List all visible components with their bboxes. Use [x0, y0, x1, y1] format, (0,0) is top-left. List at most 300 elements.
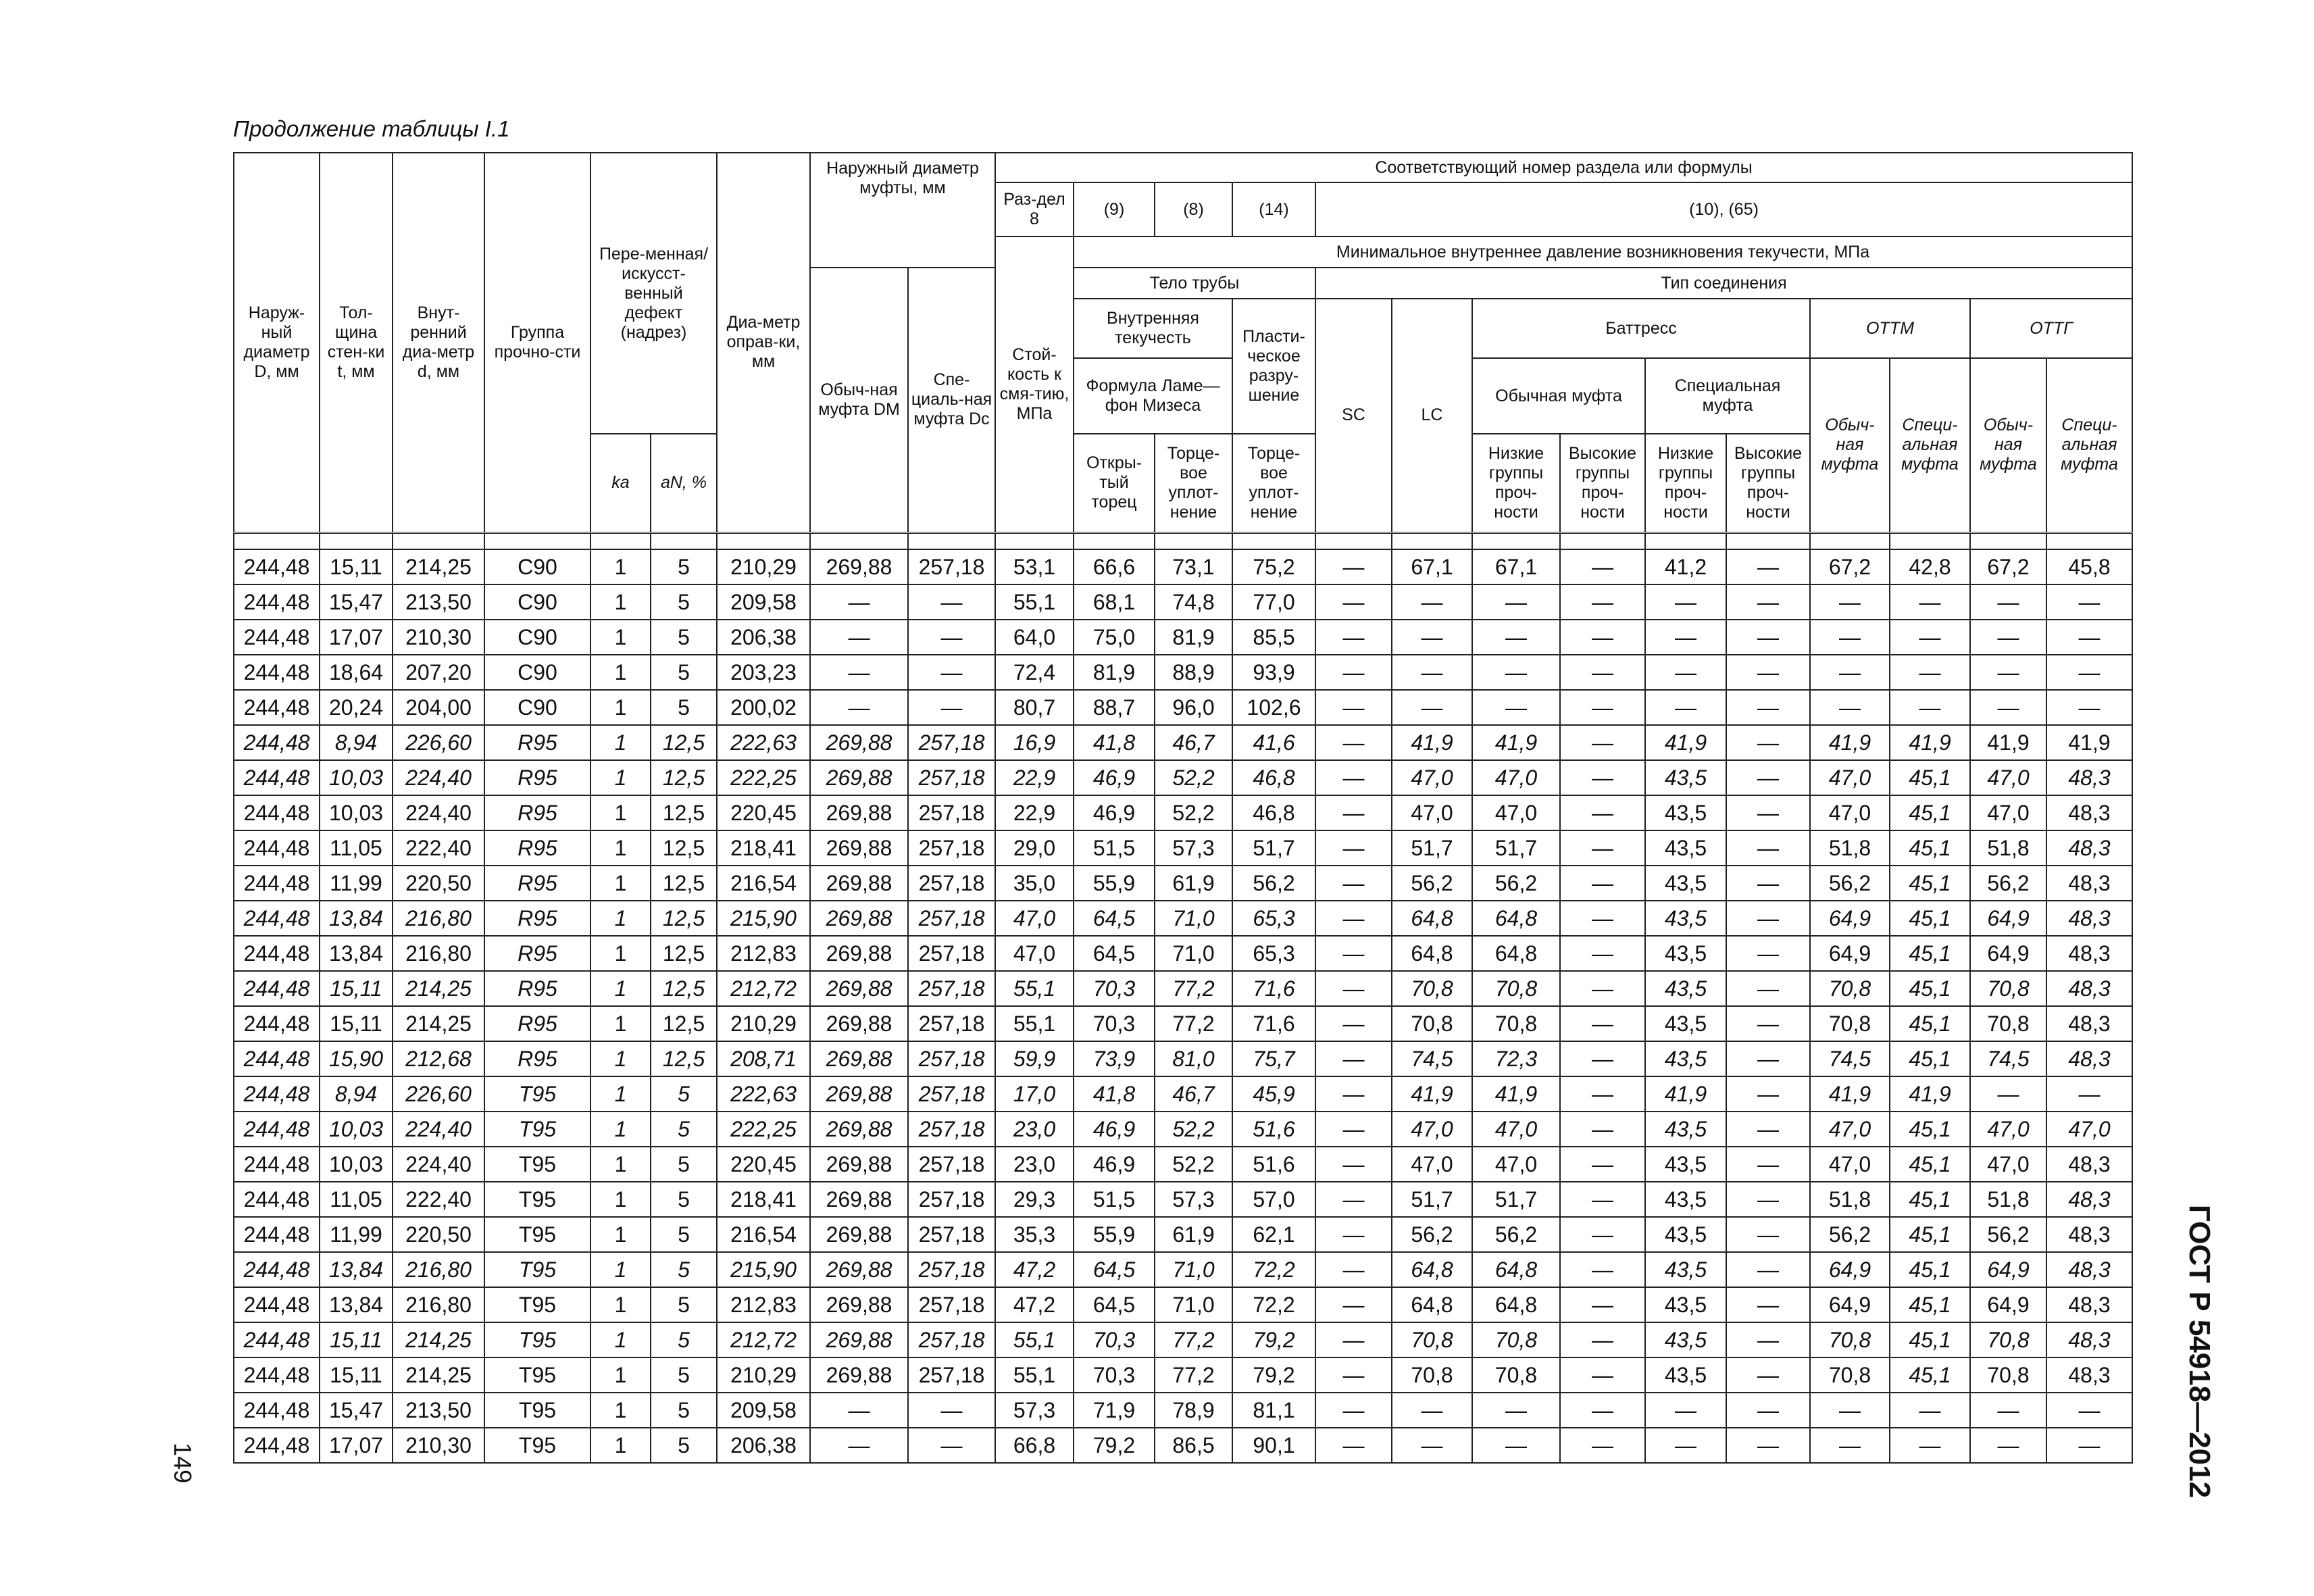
table-cell: —	[1560, 549, 1645, 584]
table-cell: 48,3	[2046, 795, 2132, 830]
table-cell: 70,8	[1472, 1322, 1560, 1357]
table-cell: —	[1472, 1393, 1560, 1428]
table-cell: 5	[651, 1357, 717, 1393]
table-cell: 17,07	[320, 620, 393, 655]
table-cell: 64,9	[1970, 1252, 2046, 1287]
table-cell: 75,7	[1232, 1041, 1315, 1076]
table-cell: 226,60	[393, 1076, 484, 1112]
col-defect: Пере-менная/ искусст-венный дефект (надрез)	[590, 153, 717, 434]
table-row	[234, 1322, 2132, 1357]
table-cell: 220,45	[717, 1147, 810, 1182]
table-cell: 1	[590, 620, 651, 655]
table-cell: 71,6	[1232, 971, 1315, 1006]
table-cell: 41,8	[1074, 1076, 1155, 1112]
table-cell: 45,1	[1890, 760, 1970, 795]
table-cell: —	[1645, 620, 1726, 655]
table-cell: 214,25	[393, 1006, 484, 1041]
table-cell: —	[1726, 1322, 1810, 1357]
table-row	[234, 1006, 2132, 1041]
table-cell: 43,5	[1645, 1252, 1726, 1287]
table-cell: —	[1726, 549, 1810, 584]
table-cell: 48,3	[2046, 1147, 2132, 1182]
table-cell: 244,48	[234, 584, 320, 620]
table-cell: —	[908, 620, 995, 655]
table-cell: T95	[484, 1147, 590, 1182]
table-cell: —	[1392, 655, 1472, 690]
table-cell: 5	[651, 1287, 717, 1322]
table-cell: 51,7	[1472, 830, 1560, 866]
table-cell: 43,5	[1645, 1287, 1726, 1322]
table-cell: —	[1560, 760, 1645, 795]
table-row	[234, 830, 2132, 866]
table-cell: 77,0	[1232, 584, 1315, 620]
table-cell: 244,48	[234, 936, 320, 971]
table-cell: 269,88	[810, 725, 908, 760]
table-cell: 64,9	[1810, 901, 1890, 936]
table-cell: 57,3	[995, 1393, 1074, 1428]
table-cell: 64,9	[1970, 936, 2046, 971]
table-cell: —	[2046, 620, 2132, 655]
table-row	[234, 1182, 2132, 1217]
table-cell: 269,88	[810, 971, 908, 1006]
table-cell: 73,9	[1074, 1041, 1155, 1076]
table-cell: 269,88	[810, 1287, 908, 1322]
table-cell: 61,9	[1155, 866, 1232, 901]
table-cell: 209,58	[717, 584, 810, 620]
table-cell: T95	[484, 1112, 590, 1147]
table-cell: 15,11	[320, 549, 393, 584]
table-cell: 15,11	[320, 971, 393, 1006]
table-cell: —	[1890, 1428, 1970, 1463]
table-row	[234, 971, 2132, 1006]
table-cell: 244,48	[234, 1322, 320, 1357]
table-cell: 64,8	[1392, 936, 1472, 971]
table-cell: 1	[590, 1322, 651, 1357]
table-cell: 12,5	[651, 830, 717, 866]
col-an: aN, %	[651, 434, 717, 532]
table-cell: 45,1	[1890, 1182, 1970, 1217]
table-row	[234, 549, 2132, 584]
table-cell: 29,0	[995, 830, 1074, 866]
table-cell: 64,8	[1472, 1252, 1560, 1287]
table-cell: —	[1392, 1428, 1472, 1463]
table-cell: T95	[484, 1322, 590, 1357]
table-cell: 5	[651, 620, 717, 655]
table-cell: 257,18	[908, 1006, 995, 1041]
table-row	[234, 1076, 2132, 1112]
table-cell: 81,1	[1232, 1393, 1315, 1428]
table-cell: —	[1560, 1041, 1645, 1076]
table-cell: 20,24	[320, 690, 393, 725]
table-cell: 64,5	[1074, 1252, 1155, 1287]
table-cell: 1	[590, 1287, 651, 1322]
table-cell: 214,25	[393, 549, 484, 584]
table-cell: 216,80	[393, 1287, 484, 1322]
table-cell: —	[1560, 1147, 1645, 1182]
table-cell: 79,2	[1232, 1322, 1315, 1357]
table-cell: 65,3	[1232, 901, 1315, 936]
table-cell: —	[1726, 795, 1810, 830]
table-cell: 216,80	[393, 936, 484, 971]
table-cell: 11,05	[320, 1182, 393, 1217]
table-cell: 45,1	[1890, 1357, 1970, 1393]
table-cell: 70,8	[1472, 1357, 1560, 1393]
header-separator	[234, 532, 2132, 549]
pipe-data-table	[233, 152, 2133, 1464]
col-ottm-special: Специ-альная муфта	[1890, 358, 1970, 532]
table-cell: 96,0	[1155, 690, 1232, 725]
table-cell: 48,3	[2046, 1357, 2132, 1393]
table-cell: 5	[651, 1112, 717, 1147]
table-cell: 8,94	[320, 725, 393, 760]
table-cell: —	[908, 584, 995, 620]
table-cell: 46,9	[1074, 1147, 1155, 1182]
table-cell: —	[1970, 1076, 2046, 1112]
table-cell: 41,9	[1890, 725, 1970, 760]
table-cell: —	[1970, 1428, 2046, 1463]
table-cell: —	[1726, 725, 1810, 760]
table-cell: 1	[590, 1076, 651, 1112]
table-cell: 269,88	[810, 1041, 908, 1076]
table-cell: 5	[651, 1322, 717, 1357]
table-cell: 56,2	[1810, 866, 1890, 901]
table-cell: 35,0	[995, 866, 1074, 901]
table-cell: —	[1315, 1217, 1392, 1252]
table-cell: 51,8	[1810, 1182, 1890, 1217]
table-cell: —	[1560, 795, 1645, 830]
table-cell: 88,7	[1074, 690, 1155, 725]
table-cell: 269,88	[810, 1357, 908, 1393]
table-cell: 41,9	[1472, 725, 1560, 760]
table-cell: 214,25	[393, 1357, 484, 1393]
table-cell: 41,9	[1645, 1076, 1726, 1112]
table-row	[234, 1217, 2132, 1252]
table-cell: 269,88	[810, 936, 908, 971]
table-cell: 72,4	[995, 655, 1074, 690]
table-cell: 45,1	[1890, 1112, 1970, 1147]
table-cell: 45,1	[1890, 936, 1970, 971]
table-row	[234, 1287, 2132, 1322]
table-cell: 67,2	[1810, 549, 1890, 584]
table-cell: 1	[590, 1182, 651, 1217]
table-cell: 52,2	[1155, 1112, 1232, 1147]
table-cell: 93,9	[1232, 655, 1315, 690]
table-cell: 56,2	[1810, 1217, 1890, 1252]
table-cell: 224,40	[393, 760, 484, 795]
table-cell: —	[1315, 1287, 1392, 1322]
table-cell: T95	[484, 1393, 590, 1428]
table-cell: 220,45	[717, 795, 810, 830]
table-cell: 90,1	[1232, 1428, 1315, 1463]
table-cell: 81,9	[1155, 620, 1232, 655]
table-cell: 70,8	[1472, 1006, 1560, 1041]
table-cell: 244,48	[234, 725, 320, 760]
table-cell: 51,8	[1970, 1182, 2046, 1217]
table-cell: 1	[590, 971, 651, 1006]
table-cell: 15,11	[320, 1357, 393, 1393]
table-cell: 59,9	[995, 1041, 1074, 1076]
table-cell: 70,8	[1810, 1322, 1890, 1357]
table-cell: 46,7	[1155, 1076, 1232, 1112]
table-cell: —	[2046, 584, 2132, 620]
table-cell: 222,40	[393, 830, 484, 866]
table-cell: 47,0	[2046, 1112, 2132, 1147]
table-cell: 257,18	[908, 1357, 995, 1393]
table-cell: 5	[651, 1393, 717, 1428]
table-cell: —	[1315, 549, 1392, 584]
table-cell: —	[1726, 866, 1810, 901]
table-cell: 47,0	[1472, 1112, 1560, 1147]
table-cell: —	[1560, 1217, 1645, 1252]
table-cell: 203,23	[717, 655, 810, 690]
standard-text: ГОСТ Р 54918—2012	[2183, 1204, 2216, 1499]
table-cell: 1	[590, 866, 651, 901]
table-cell: —	[1726, 830, 1810, 866]
table-cell: —	[1726, 1147, 1810, 1182]
table-cell: 43,5	[1645, 830, 1726, 866]
table-cell: 45,1	[1890, 830, 1970, 866]
table-cell: 216,80	[393, 1252, 484, 1287]
table-cell: 56,2	[1970, 866, 2046, 901]
table-cell: 244,48	[234, 1287, 320, 1322]
table-cell: 62,1	[1232, 1217, 1315, 1252]
table-cell: 5	[651, 1076, 717, 1112]
table-cell: 56,2	[1232, 866, 1315, 901]
table-cell: —	[1392, 620, 1472, 655]
table-cell: 47,0	[1810, 760, 1890, 795]
table-cell: 48,3	[2046, 936, 2132, 971]
table-cell: 51,7	[1472, 1182, 1560, 1217]
table-cell: 67,1	[1472, 549, 1560, 584]
table-cell: 47,0	[1970, 1147, 2046, 1182]
col-pipe-body: Тело трубы	[1074, 268, 1315, 299]
table-cell: T95	[484, 1287, 590, 1322]
table-cell: 257,18	[908, 901, 995, 936]
table-cell: C90	[484, 549, 590, 584]
table-cell: —	[1726, 760, 1810, 795]
table-cell: —	[1560, 584, 1645, 620]
table-cell: 48,3	[2046, 1322, 2132, 1357]
table-row	[234, 1147, 2132, 1182]
table-cell: 1	[590, 1112, 651, 1147]
col-coupling-od: Наружный диаметр муфты, мм	[810, 153, 995, 268]
col-capped-end: Торце-вое уплот-нение	[1155, 434, 1232, 532]
table-cell: 244,48	[234, 830, 320, 866]
table-cell: 13,84	[320, 936, 393, 971]
table-cell: 269,88	[810, 1322, 908, 1357]
table-cell: R95	[484, 830, 590, 866]
table-cell: —	[1560, 620, 1645, 655]
table-cell: 45,1	[1890, 866, 1970, 901]
table-cell: 56,2	[1392, 1217, 1472, 1252]
table-cell: 47,0	[1392, 760, 1472, 795]
table-cell: 45,1	[1890, 1041, 1970, 1076]
table-cell: 269,88	[810, 1252, 908, 1287]
table-row	[234, 901, 2132, 936]
table-cell: 81,9	[1074, 655, 1155, 690]
table-cell: 41,6	[1232, 725, 1315, 760]
table-cell: 10,03	[320, 795, 393, 830]
table-cell: —	[810, 584, 908, 620]
table-cell: 41,9	[2046, 725, 2132, 760]
table-cell: 210,30	[393, 1428, 484, 1463]
col-ottm-regular: Обыч-ная муфта	[1810, 358, 1890, 532]
table-cell: 47,0	[1970, 760, 2046, 795]
table-cell: 43,5	[1645, 1182, 1726, 1217]
table-cell: 55,1	[995, 1006, 1074, 1041]
table-cell: 70,3	[1074, 1357, 1155, 1393]
table-cell: 47,0	[1472, 760, 1560, 795]
table-cell: 48,3	[2046, 901, 2132, 936]
table-cell: 47,0	[1970, 1112, 2046, 1147]
table-cell: 222,63	[717, 1076, 810, 1112]
table-cell: 1	[590, 901, 651, 936]
table-cell: 41,9	[1392, 725, 1472, 760]
table-cell: —	[1726, 655, 1810, 690]
col-ductile-rupture: Пласти-ческое разру-шение	[1232, 299, 1315, 434]
table-cell: —	[1472, 1428, 1560, 1463]
table-cell: 222,25	[717, 760, 810, 795]
table-cell: —	[908, 1428, 995, 1463]
table-cell: C90	[484, 655, 590, 690]
table-cell: 65,3	[1232, 936, 1315, 971]
table-cell: 1	[590, 584, 651, 620]
table-cell: 257,18	[908, 1147, 995, 1182]
col-collapse: Стой-кость к смя-тию, МПа	[995, 236, 1074, 532]
table-cell: 56,2	[1472, 1217, 1560, 1252]
table-cell: —	[1560, 1428, 1645, 1463]
table-cell: 72,3	[1472, 1041, 1560, 1076]
table-cell: 81,0	[1155, 1041, 1232, 1076]
table-cell: 74,5	[1392, 1041, 1472, 1076]
table-cell: 257,18	[908, 830, 995, 866]
table-cell: 257,18	[908, 725, 995, 760]
table-cell: 55,1	[995, 971, 1074, 1006]
table-row	[234, 1041, 2132, 1076]
table-cell: T95	[484, 1357, 590, 1393]
table-cell: 10,03	[320, 1112, 393, 1147]
table-cell: —	[810, 620, 908, 655]
table-cell: 47,0	[1472, 1147, 1560, 1182]
table-cell: 269,88	[810, 1112, 908, 1147]
table-cell: —	[1315, 1428, 1392, 1463]
table-cell: 48,3	[2046, 1006, 2132, 1041]
table-cell: —	[1970, 620, 2046, 655]
col-high-grades: Высокие группы проч-ности	[1560, 434, 1645, 532]
table-cell: R95	[484, 1041, 590, 1076]
table-cell: 67,2	[1970, 549, 2046, 584]
table-cell: —	[1560, 901, 1645, 936]
table-cell: 206,38	[717, 620, 810, 655]
table-cell: 12,5	[651, 866, 717, 901]
table-cell: 15,47	[320, 1393, 393, 1428]
table-cell: 61,9	[1155, 1217, 1232, 1252]
table-cell: 74,8	[1155, 584, 1232, 620]
table-cell: T95	[484, 1252, 590, 1287]
table-cell: 216,80	[393, 901, 484, 936]
table-cell: —	[2046, 655, 2132, 690]
table-cell: 222,63	[717, 725, 810, 760]
table-cell: 1	[590, 936, 651, 971]
table-cell: 71,0	[1155, 1287, 1232, 1322]
table-cell: —	[1560, 1252, 1645, 1287]
table-body	[234, 549, 2132, 1463]
table-cell: 57,3	[1155, 830, 1232, 866]
table-cell: —	[1890, 584, 1970, 620]
table-cell: 48,3	[2046, 1252, 2132, 1287]
table-row	[234, 690, 2132, 725]
table-cell: 12,5	[651, 936, 717, 971]
table-cell: 48,3	[2046, 1217, 2132, 1252]
table-cell: 244,48	[234, 1217, 320, 1252]
table-cell: —	[1890, 1393, 1970, 1428]
table-cell: 45,1	[1890, 1287, 1970, 1322]
table-cell: 269,88	[810, 795, 908, 830]
table-cell: —	[908, 1393, 995, 1428]
table-cell: 51,7	[1392, 1182, 1472, 1217]
table-row	[234, 584, 2132, 620]
table-row	[234, 620, 2132, 655]
table-cell: T95	[484, 1428, 590, 1463]
table-cell: —	[908, 690, 995, 725]
table-cell: 12,5	[651, 1041, 717, 1076]
table-cell: 45,1	[1890, 1322, 1970, 1357]
table-cell: 244,48	[234, 1252, 320, 1287]
table-cell: —	[1472, 655, 1560, 690]
table-cell: 70,8	[1392, 1357, 1472, 1393]
table-cell: 56,2	[1392, 866, 1472, 901]
table-cell: 56,2	[1970, 1217, 2046, 1252]
table-cell: —	[1726, 1041, 1810, 1076]
table-row	[234, 936, 2132, 971]
table-row	[234, 1112, 2132, 1147]
table-cell: 29,3	[995, 1182, 1074, 1217]
table-cell: 51,6	[1232, 1112, 1315, 1147]
table-cell: 41,9	[1810, 1076, 1890, 1112]
table-cell: —	[1472, 690, 1560, 725]
table-cell: 47,0	[1810, 1147, 1890, 1182]
table-cell: —	[1726, 971, 1810, 1006]
table-row	[234, 1393, 2132, 1428]
table-cell: 43,5	[1645, 936, 1726, 971]
table-cell: 64,5	[1074, 936, 1155, 971]
col-f8: (8)	[1155, 182, 1232, 236]
table-cell: 210,29	[717, 1006, 810, 1041]
table-cell: 5	[651, 549, 717, 584]
table-cell: 70,3	[1074, 1006, 1155, 1041]
table-cell: 218,41	[717, 1182, 810, 1217]
table-cell: 70,8	[1970, 1357, 2046, 1393]
table-cell: T95	[484, 1217, 590, 1252]
table-cell: —	[1810, 1428, 1890, 1463]
table-cell: 213,50	[393, 584, 484, 620]
standard-designation	[2159, 1203, 2240, 1500]
table-cell: 244,48	[234, 1357, 320, 1393]
table-cell: 1	[590, 830, 651, 866]
table-cell: 70,8	[1970, 1006, 2046, 1041]
table-cell: 64,9	[1970, 901, 2046, 936]
table-cell: 257,18	[908, 795, 995, 830]
table-cell: 46,9	[1074, 795, 1155, 830]
table-cell: 13,84	[320, 901, 393, 936]
table-cell: T95	[484, 1076, 590, 1112]
table-row	[234, 1428, 2132, 1463]
table-cell: 16,9	[995, 725, 1074, 760]
table-cell: —	[1472, 620, 1560, 655]
table-cell: 45,1	[1890, 971, 1970, 1006]
table-cell: —	[1315, 655, 1392, 690]
table-cell: 210,29	[717, 1357, 810, 1393]
